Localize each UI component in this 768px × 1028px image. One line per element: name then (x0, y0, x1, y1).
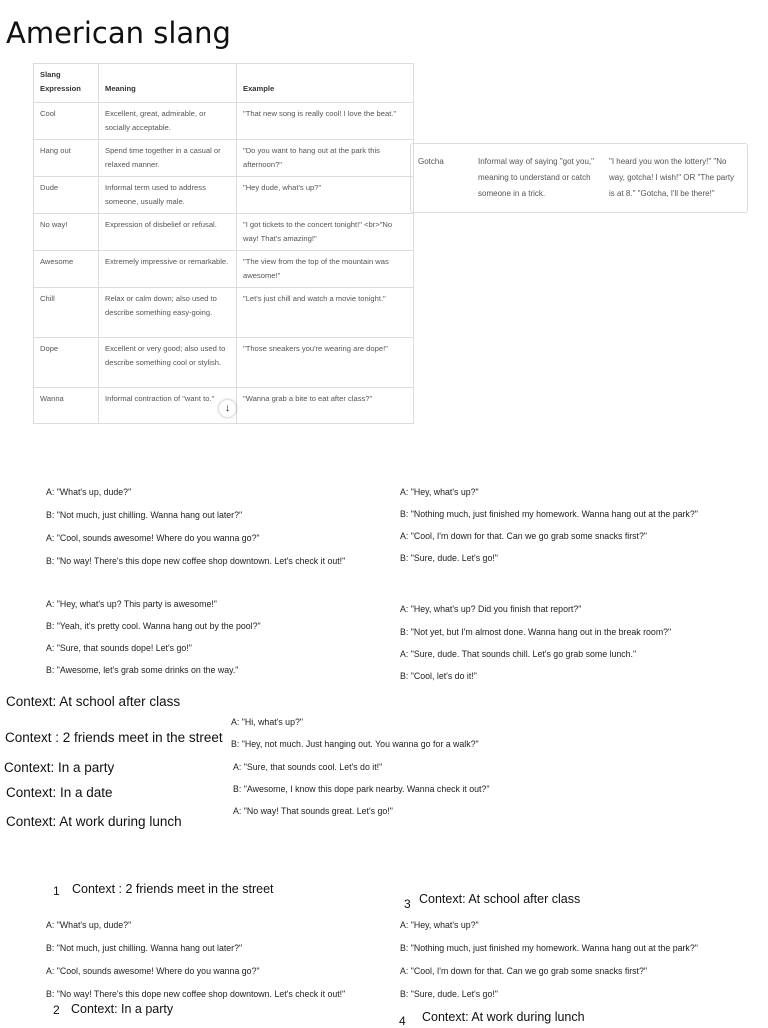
context-heading: Context: At school after class (419, 892, 581, 906)
slang-cell: Awesome (34, 251, 99, 288)
dialogue-line: A: "Cool, I'm down for that. Can we go grab some snacks first?" (400, 966, 648, 976)
table-row (34, 140, 414, 177)
dialogue-line: A: "What's up, dude?" (46, 487, 132, 497)
table-header-row (34, 64, 414, 103)
dialogue-line: A: "Sure, dude. That sounds chill. Let's go grab some lunch." (400, 649, 637, 659)
table-row (34, 338, 414, 388)
slang-cell: Cool (34, 103, 99, 140)
context-heading: Context : 2 friends meet in the street (72, 882, 274, 896)
dialogue-line: B: "Nothing much, just finished my homework. Wanna hang out at the park?" (400, 943, 698, 953)
context-label: Context: In a date (6, 785, 113, 800)
slang-cell: Dude (34, 177, 99, 214)
dialogue-line: A: "Hey, what's up?" (400, 920, 479, 930)
meaning-cell: Informal contraction of "want to." (99, 388, 237, 424)
context-label: Context: At school after class (6, 694, 181, 709)
arrow-down-icon: ↓ (224, 402, 231, 414)
dialogue-line: B: "Sure, dude. Let's go!" (400, 553, 498, 563)
slang-cell: Wanna (34, 388, 99, 424)
gotcha-term: Gotcha (418, 157, 444, 166)
meaning-cell: Informal term used to address someone, usually male. (99, 177, 237, 214)
dialogue-line: A: "No way! That sounds great. Let's go!" (233, 806, 393, 816)
example-cell: "Let's just chill and watch a movie tonight." (237, 288, 414, 338)
dialogue-line: A: "Sure, that sounds cool. Let's do it!" (233, 762, 383, 772)
table-row (34, 177, 414, 214)
table-row (34, 288, 414, 338)
dialogue-line: A: "What's up, dude?" (46, 920, 132, 930)
context-number: 1 (53, 884, 60, 898)
meaning-cell: Relax or calm down; also used to describe something easy-going. (99, 288, 237, 338)
dialogue-line: B: "Hey, not much. Just hanging out. You wanna go for a walk?" (231, 739, 479, 749)
example-cell: "Wanna grab a bite to eat after class?" (237, 388, 414, 424)
dialogue-line: B: "Nothing much, just finished my homework. Wanna hang out at the park?" (400, 509, 698, 519)
dialogue-line: B: "Not much, just chilling. Wanna hang out later?" (46, 510, 243, 520)
dialogue-line: B: "Sure, dude. Let's go!" (400, 989, 498, 999)
example-cell: "Hey dude, what's up?" (237, 177, 414, 214)
context-number: 4 (399, 1014, 406, 1028)
gotcha-meaning: Informal way of saying "got you," meaning to understand or catch someone in a trick. (478, 157, 594, 198)
context-heading: Context: In a party (71, 1002, 174, 1016)
header-meaning: Meaning (99, 64, 237, 103)
example-cell: "Those sneakers you're wearing are dope!" (237, 338, 414, 388)
table-row (34, 103, 414, 140)
example-cell: "The view from the top of the mountain was awesome!" (237, 251, 414, 288)
example-cell: "That new song is really cool! I love the beat." (237, 103, 414, 140)
slang-cell: No way! (34, 214, 99, 251)
table-row (34, 214, 414, 251)
context-number: 3 (404, 897, 411, 911)
example-cell: "I got tickets to the concert tonight!" <br>"No way! That's amazing!" (237, 214, 414, 251)
context-label: Context : 2 friends meet in the street (5, 730, 223, 745)
dialogue-line: B: "No way! There's this dope new coffee shop downtown. Let's check it out!" (46, 556, 346, 566)
context-number: 2 (53, 1003, 60, 1017)
meaning-cell: Expression of disbelief or refusal. (99, 214, 237, 251)
header-example: Example (237, 64, 414, 103)
example-cell: "Do you want to hang out at the park this afternoon?" (237, 140, 414, 177)
slang-table (33, 63, 414, 424)
dialogue-line: B: "Cool, let's do it!" (400, 671, 477, 681)
dialogue-line: A: "Hi, what's up?" (231, 717, 303, 727)
dialogue-line: A: "Hey, what's up?" (400, 487, 479, 497)
dialogue-line: B: "Not much, just chilling. Wanna hang out later?" (46, 943, 243, 953)
context-heading: Context: At work during lunch (422, 1010, 585, 1024)
slang-cell: Chill (34, 288, 99, 338)
meaning-cell: Excellent, great, admirable, or socially acceptable. (99, 103, 237, 140)
dialogue-line: A: "Hey, what's up? Did you finish that report?" (400, 604, 582, 614)
slang-cell: Dope (34, 338, 99, 388)
dialogue-line: A: "Cool, sounds awesome! Where do you wanna go?" (46, 533, 260, 543)
context-label: Context: In a party (4, 760, 115, 775)
dialogue-line: A: "Cool, sounds awesome! Where do you wanna go?" (46, 966, 260, 976)
meaning-cell: Excellent or very good; also used to describe something cool or stylish. (99, 338, 237, 388)
meaning-cell: Spend time together in a casual or relaxed manner. (99, 140, 237, 177)
dialogue-line: B: "No way! There's this dope new coffee shop downtown. Let's check it out!" (46, 989, 346, 999)
meaning-cell: Extremely impressive or remarkable. (99, 251, 237, 288)
table-row (34, 251, 414, 288)
gotcha-example: "I heard you won the lottery!" "No way, gotcha! I wish!" OR "The party is at 8." "Gotcha, I'll be there!" (609, 157, 735, 198)
dialogue-line: A: "Cool, I'm down for that. Can we go grab some snacks first?" (400, 531, 648, 541)
dialogue-line: A: "Sure, that sounds dope! Let's go!" (46, 643, 192, 653)
dialogue-line: A: "Hey, what's up? This party is awesome!" (46, 599, 217, 609)
dialogue-line: B: "Awesome, let's grab some drinks on the way." (46, 665, 239, 675)
dialogue-line: B: "Awesome, I know this dope park nearby. Wanna check it out?" (233, 784, 490, 794)
scroll-down-button[interactable] (219, 400, 236, 417)
gotcha-row (410, 143, 748, 213)
dialogue-line: B: "Yeah, it's pretty cool. Wanna hang out by the pool?" (46, 621, 261, 631)
context-label: Context: At work during lunch (6, 814, 182, 829)
page-title: American slang (6, 16, 231, 50)
slang-cell: Hang out (34, 140, 99, 177)
header-slang-expression: Slang Expression (34, 64, 99, 103)
dialogue-line: B: "Not yet, but I'm almost done. Wanna hang out in the break room?" (400, 627, 672, 637)
